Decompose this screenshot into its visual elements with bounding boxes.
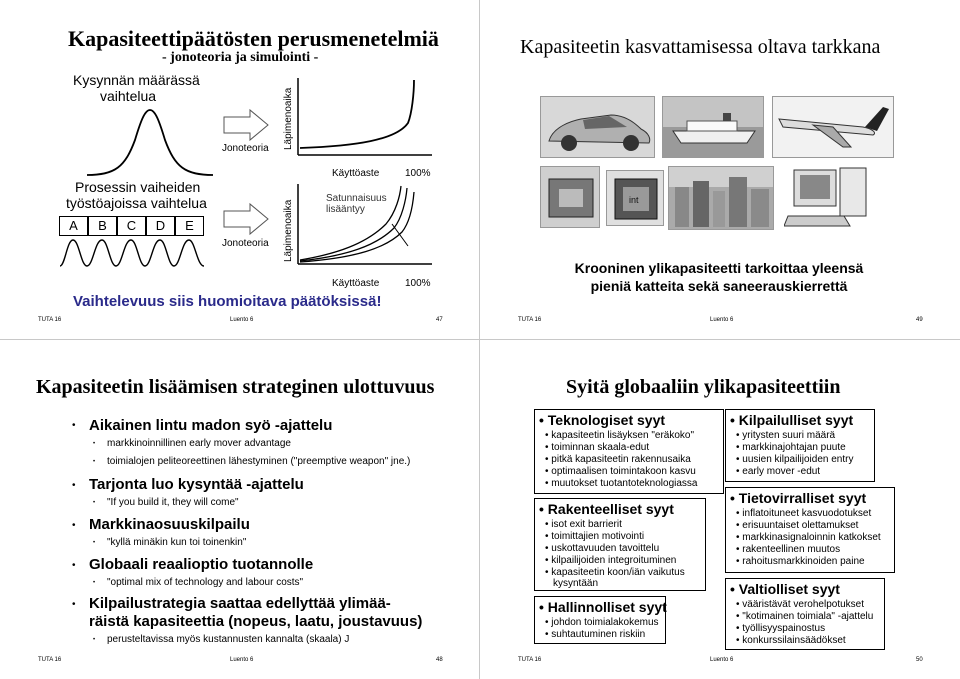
randomness-label-2: lisääntyy [326, 204, 365, 215]
demand-label-2: vaihtelua [100, 88, 157, 104]
demand-label-1: Kysynnän määrässä [73, 72, 200, 88]
footer-course: TUTA 16 [518, 317, 542, 323]
bullet-icon: • [72, 420, 76, 431]
panel-item: • optimaalisen toimintakoon kasvu [545, 466, 696, 477]
subpoint: "optimal mix of technology and labour costs" [107, 577, 304, 588]
bullet-icon: • [72, 480, 76, 491]
panel-heading: • Teknologiset syyt [539, 412, 666, 428]
panel-item: • vääristävät verohelpotukset [736, 599, 865, 610]
subpoint: toimialojen peliteoreettinen lähestyminen ("preemptive weapon" jne.) [107, 456, 411, 467]
point-early-bird: Aikainen lintu madon syö -ajattelu [89, 417, 333, 434]
panel-item: • suhtautuminen riskiin [545, 629, 646, 640]
conclusion-text: Vaihtelevuus siis huomioitava päätöksissä! [73, 293, 382, 310]
technological-reasons-panel [534, 409, 724, 494]
sub-bullet-icon: • [93, 441, 96, 447]
arrow-right-icon-2 [222, 202, 270, 236]
airplane-photo [772, 96, 894, 158]
panel-heading: • Kilpailulliset syyt [730, 412, 854, 428]
sub-bullet-icon: • [93, 500, 96, 506]
sub-bullet-icon: • [93, 580, 96, 586]
subpoint: markkinoinnillinen early mover advantage [107, 438, 291, 449]
process-box-b: B [88, 216, 117, 236]
slide-title: Syitä globaaliin ylikapasiteettiin [566, 376, 841, 398]
arrow-right-icon [222, 108, 270, 142]
ship-photo [662, 96, 764, 158]
panel-item: • rakenteellinen muutos [736, 544, 841, 555]
computer-photo [784, 166, 884, 232]
process-box-e: E [175, 216, 204, 236]
panel-item: • työllisyyspainostus [736, 623, 826, 634]
footer-course: TUTA 16 [38, 317, 62, 323]
chip-photo [606, 170, 664, 226]
process-box-a: A [59, 216, 88, 236]
process-variation-curves [59, 238, 207, 268]
point-competitive-strategy-2: räistä kapasiteettia (nopeus, laatu, joustavuus) [89, 613, 423, 630]
subpoint: perusteltavissa myös kustannusten kannalta (skaala) J [107, 634, 350, 645]
randomness-label-1: Satunnaisuus [326, 193, 387, 204]
footer-page: 49 [916, 317, 923, 323]
footer-lecture: Luento 6 [710, 317, 734, 323]
slide-subtitle: - jonoteoria ja simulointi - [162, 50, 319, 65]
footer-course: TUTA 16 [518, 657, 542, 663]
slide-50 [480, 340, 960, 679]
panel-item: • kilpailijoiden integroituminen [545, 555, 677, 566]
car-photo [540, 96, 655, 158]
slide-title: Kapasiteettipäätösten perusmenetelmiä [68, 26, 439, 51]
footer-lecture: Luento 6 [230, 317, 254, 323]
panel-item: • uusien kilpailijoiden entry [736, 454, 854, 465]
panel-item: • markkinajohtajan puute [736, 442, 846, 453]
process-box-c: C [117, 216, 146, 236]
point-supply-creates-demand: Tarjonta luo kysyntää -ajattelu [89, 476, 304, 493]
process-box-d: D [146, 216, 175, 236]
panel-item: • early mover -edut [736, 466, 821, 477]
panel-item: • kapasiteetin lisäyksen "eräkoko" [545, 430, 695, 441]
structural-reasons-panel [534, 498, 706, 591]
sub-bullet-icon: • [93, 637, 96, 643]
panel-item: • rahoitusmarkkinoiden paine [736, 556, 865, 567]
slide-48 [0, 340, 480, 679]
bullet-icon: • [72, 520, 76, 531]
panel-item: • pitkä kapasiteetin rakennusaika [545, 454, 691, 465]
panel-heading: • Valtiolliset syyt [730, 581, 840, 597]
normal-distribution-curve [85, 105, 215, 177]
panel-item: • toiminnan skaala-edut [545, 442, 650, 453]
slide-47 [0, 0, 480, 339]
information-flow-reasons-panel [725, 487, 895, 573]
panel-item: • toimittajien motivointi [545, 531, 645, 542]
panel-item: • kapasiteetin koon/iän vaikutus [545, 567, 685, 578]
panel-item: • isot exit barrierit [545, 519, 622, 530]
panel-item: • yritysten suuri määrä [736, 430, 836, 441]
sub-bullet-icon: • [93, 540, 96, 546]
point-market-share: Markkinaosuuskilpailu [89, 516, 250, 533]
panel-heading: • Hallinnolliset syyt [539, 599, 667, 615]
panel-item: • erisuuntaiset olettamukset [736, 520, 859, 531]
panel-item: • inflatoituneet kasvuodotukset [736, 508, 872, 519]
footer-page: 47 [436, 317, 443, 323]
footer-course: TUTA 16 [38, 657, 62, 663]
point-competitive-strategy-1: Kilpailustrategia saattaa edellyttää ylimää- [89, 595, 391, 612]
panel-heading: • Tietovirralliset syyt [730, 490, 867, 506]
point-real-option: Globaali reaalioptio tuotannolle [89, 556, 314, 573]
utilization-label-top: Käyttöaste [332, 168, 380, 179]
percent-label-bottom: 100% [405, 278, 431, 289]
throughput-curve-graph [296, 78, 436, 156]
panel-item: • markkinasignaloinnin katkokset [736, 532, 881, 543]
overcapacity-statement [514, 259, 924, 295]
panel-item: • johdon toimialakokemus [545, 617, 659, 628]
city-photo [668, 166, 774, 230]
process-label-1: Prosessin vaiheiden [75, 179, 201, 195]
jonoteoria-label-2: Jonoteoria [222, 238, 269, 249]
panel-item: • muutokset tuotantoteknologiassa [545, 478, 698, 489]
slide-title: Kapasiteetin kasvattamisessa oltava tarkkana [520, 36, 881, 58]
panel-item: • konkurssilainsäädökset [736, 635, 846, 646]
overcapacity-line-2: pieniä katteita sekä saneerauskierrettä [590, 278, 848, 294]
footer-page: 50 [916, 657, 923, 663]
subpoint: "If you build it, they will come" [107, 497, 239, 508]
competitive-reasons-panel [725, 409, 875, 482]
slide-49 [480, 0, 960, 339]
sub-bullet-icon: • [93, 459, 96, 465]
panel-heading: • Rakenteelliset syyt [539, 501, 674, 517]
throughput-time-label: Läpimenoaika [283, 87, 294, 150]
jonoteoria-label: Jonoteoria [222, 143, 269, 154]
subpoint: "kyllä minäkin kun toi toinenkin" [107, 537, 247, 548]
slide-title: Kapasiteetin lisäämisen strateginen ulottuvuus [36, 376, 435, 398]
footer-lecture: Luento 6 [710, 657, 734, 663]
svg-text:int: int [629, 195, 639, 205]
panel-item: • "kotimainen toimiala" -ajattelu [736, 611, 874, 622]
processor-photo [540, 166, 600, 228]
percent-label-top: 100% [405, 168, 431, 179]
footer-page: 48 [436, 657, 443, 663]
footer-lecture: Luento 6 [230, 657, 254, 663]
bullet-icon: • [72, 599, 76, 610]
panel-item: • uskottavuuden tavoittelu [545, 543, 660, 554]
bullet-icon: • [72, 560, 76, 571]
overcapacity-line-1: Krooninen ylikapasiteetti tarkoittaa yleensä [574, 260, 864, 276]
utilization-label-bottom: Käyttöaste [332, 278, 380, 289]
throughput-time-label-2: Läpimenoaika [283, 199, 294, 262]
administrative-reasons-panel [534, 596, 666, 644]
process-label-2: työstöajoissa vaihtelua [66, 195, 207, 211]
panel-item: kysyntään [553, 578, 599, 589]
governmental-reasons-panel [725, 578, 885, 650]
